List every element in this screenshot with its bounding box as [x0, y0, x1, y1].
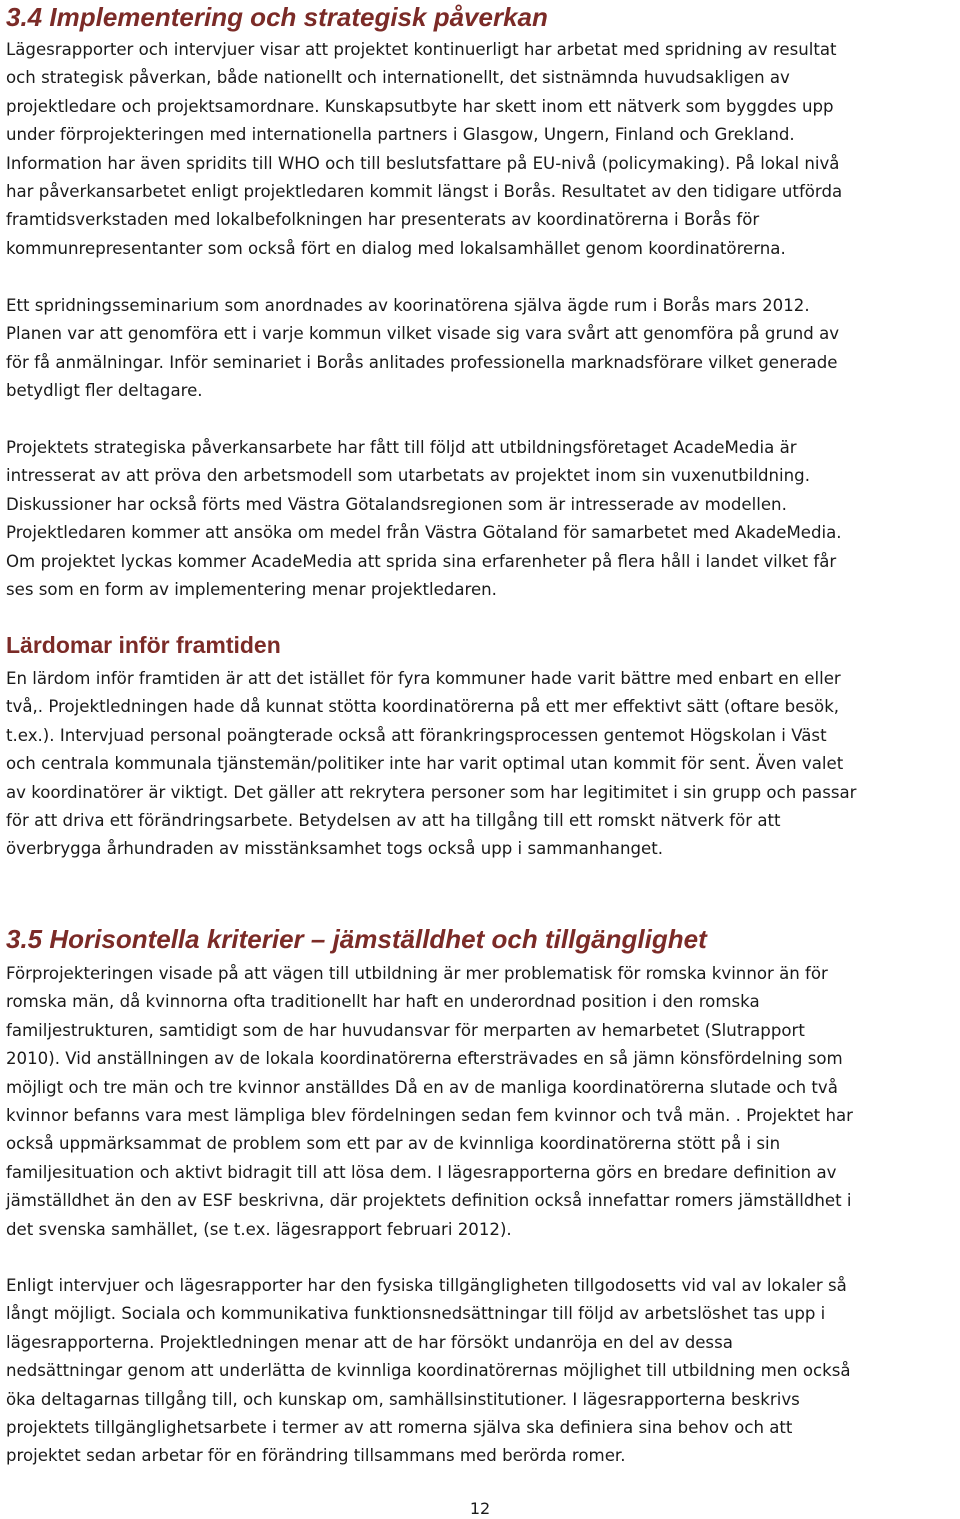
text-line: Planen var att genomföra ett i varje kommun vilket visade sig vara svårt att genomföra på grund av	[6, 324, 840, 344]
text-line: Förprojekteringen visade på att vägen till utbildning är mer problematisk för romska kvinnor än för	[6, 964, 828, 983]
section-heading-3-5: 3.5 Horisontella kriterier – jämställdhet och tillgänglighet	[6, 924, 707, 954]
text-line: Enligt intervjuer och lägesrapporter har den fysiska tillgängligheten tillgodosetts vid val av lokaler så	[6, 1276, 847, 1295]
text-line: också uppmärksammat de problem som ett par av de kvinnliga koordinatörerna stött på i sin	[6, 1134, 781, 1154]
text-line: Projektledaren kommer att ansöka om medel från Västra Götaland för samarbetet med AkadeMedia.	[6, 523, 842, 543]
text-line: under förprojekteringen med internationella partners i Glasgow, Ungern, Finland och Grekland.	[6, 125, 795, 145]
subheading-lessons: Lärdomar inför framtiden	[6, 632, 281, 658]
text-line: överbrygga århundraden av misstänksamhet togs också upp i sammanhanget.	[6, 839, 663, 859]
text-line: Diskussioner har också förts med Västra Götalandsregionen som är intresserade av modellen.	[6, 494, 787, 514]
text-line: kommunrepresentanter som också fört en dialog med lokalsamhället genom koordinatörerna.	[6, 238, 786, 258]
text-line: ses som en form av implementering menar projektledaren.	[6, 579, 497, 599]
text-line: jämställdhet än den av ESF beskrivna, där projektets definition också innefattar romers jämställdhet i	[6, 1191, 852, 1211]
text-line: 2010). Vid anställningen av de lokala koordinatörerna eftersträvades en så jämn könsfördelning som	[6, 1049, 843, 1069]
text-line: långt möjligt. Sociala och kommunikativa funktionsnedsättningar till följd av arbetslöshet tas upp i	[6, 1304, 826, 1324]
text-line: kvinnor befanns vara mest lämpliga blev fördelningen sedan fem kvinnor och två män. . Projektet har	[6, 1105, 853, 1125]
paragraph	[6, 36, 956, 263]
text-line: En lärdom inför framtiden är att det istället för fyra kommuner hade varit bättre med enbart en eller	[6, 669, 841, 688]
text-line: har påverkansarbetet enligt projektledaren kommit längst i Borås. Resultatet av den tidigare utförda	[6, 181, 843, 201]
text-line: för att driva ett förändringsarbete. Betydelsen av att ha tillgång till ett romskt nätverk för att	[6, 810, 781, 830]
text-line: framtidsverkstaden med lokalbefolkningen har presenterats av koordinatörerna i Borås för	[6, 210, 760, 230]
text-line: familjestrukturen, samtidigt som de har huvudansvar för merparten av hemarbetet (Slutrapport	[6, 1020, 805, 1040]
text-line: Ett spridningsseminarium som anordnades av koorinatörena själva ägde rum i Borås mars 2012.	[6, 296, 810, 315]
text-line: Projektets strategiska påverkansarbete har fått till följd att utbildningsföretaget AcadeMedia är	[6, 438, 797, 457]
text-line: betydligt fler deltagare.	[6, 381, 203, 401]
text-line: nedsättningar genom att underlätta de kvinnliga koordinatörernas möjlighet till utbildning men också	[6, 1361, 851, 1381]
text-line: av koordinatörer är viktigt. Det gäller att rekrytera personer som har legitimitet i sin grupp och passar	[6, 782, 857, 802]
text-line: projektledare och projektsamordnare. Kunskapsutbyte har skett inom ett nätverk som byggdes upp	[6, 96, 834, 116]
text-line: för få anmälningar. Inför seminariet i Borås anlitades professionella marknadsförare vilket generade	[6, 352, 838, 372]
text-line: familjesituation och aktivt bidragit till att lösa dem. I lägesrapporterna görs en bredare definition av	[6, 1162, 837, 1182]
text-line: intresserat av att pröva den arbetsmodell som utarbetats av projektet inom sin vuxenutbildning.	[6, 466, 810, 486]
paragraph	[6, 665, 956, 864]
paragraph	[6, 1272, 956, 1471]
text-line: och centrala kommunala tjänstemän/politiker inte har varit optimal utan kommit för sent. Även valet	[6, 754, 844, 774]
text-line: romska män, då kvinnorna ofta traditionellt har haft en underordnad position i den romska	[6, 992, 760, 1012]
paragraph	[6, 960, 956, 1244]
text-line: Lägesrapporter och intervjuer visar att projektet kontinuerligt har arbetat med spridning av resultat	[6, 40, 837, 59]
text-line: det svenska samhället, (se t.ex. lägesrapport februari 2012).	[6, 1219, 512, 1239]
text-line: två,. Projektledningen hade då kunnat stötta koordinatörerna på ett mer effektivt sätt (oftare besök,	[6, 697, 840, 717]
text-line: projektet sedan arbetar för en förändring tillsammans med berörda romer.	[6, 1446, 626, 1466]
paragraph	[6, 434, 956, 604]
section-heading-3-4: 3.4 Implementering och strategisk påverkan	[6, 2, 548, 32]
text-line: och strategisk påverkan, både nationellt och internationellt, det sistnämnda huvudsakligen av	[6, 68, 790, 88]
paragraph	[6, 292, 956, 406]
text-line: projektets tillgänglighetsarbete i termer av att romerna själva ska definiera sina behov och att	[6, 1417, 793, 1437]
text-line: Information har även spridits till WHO och till beslutsfattare på EU-nivå (policymaking). På lokal nivå	[6, 153, 840, 173]
text-line: Om projektet lyckas kommer AcadeMedia att sprida sina erfarenheter på flera håll i landet vilket får	[6, 551, 837, 571]
page-number: 12	[469, 1499, 491, 1518]
text-line: lägesrapporterna. Projektledningen menar att de har försökt undanröja en del av dessa	[6, 1332, 733, 1352]
text-line: t.ex.). Intervjuad personal poängterade också att förankringsprocessen gentemot Högskolan i Väst	[6, 725, 827, 745]
text-line: möjligt och tre män och tre kvinnor anställdes Då en av de manliga koordinatörerna slutade och två	[6, 1077, 838, 1097]
text-line: öka deltagarnas tillgång till, och kunskap om, samhällsinstitutioner. I lägesrapporterna beskrivs	[6, 1389, 800, 1409]
